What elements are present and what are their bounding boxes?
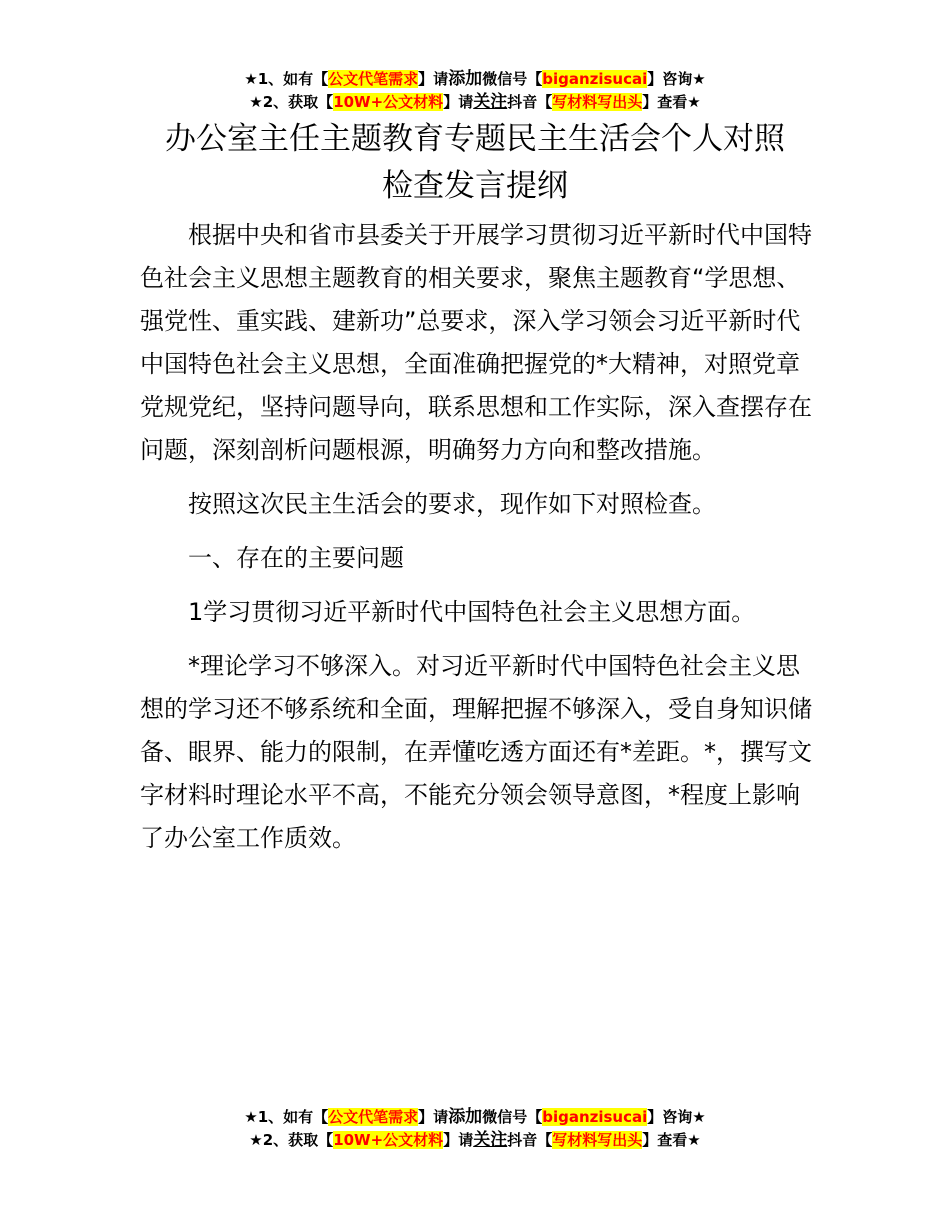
banner-highlight: biganzisucai (542, 70, 648, 88)
banner-line-2 (0, 1129, 950, 1152)
paragraph-intro: 根据中央和省市县委关于开展学习贯彻习近平新时代中国特色社会主义思想主题教育的相关要求，聚焦主题教育“学思想、强党性、重实践、建新功”总要求，深入学习领会习近平新时代中国特色社会主义思想，全面准确把握党的*大精神，对照党章党规党纪，坚持问题导向，联系思想和工作实际，深入查摆存在问题，深刻剖析问题根源，明确努力方向和整改措施。 (140, 221, 812, 464)
paragraph-purpose: 按照这次民主生活会的要求，现作如下对照检查。 (188, 490, 716, 518)
banner-text: 抖音【 (507, 1131, 553, 1149)
banner-highlight: 10W+公文材料 (333, 93, 444, 111)
banner-text: ★1、如有【 (244, 70, 329, 88)
banner-text: ★1、如有【 (244, 1108, 329, 1126)
banner-highlight: 写材料写出头 (552, 93, 643, 111)
banner-text: 】咨询★ (647, 70, 706, 88)
document-title (0, 116, 950, 210)
banner-text: 】请 (443, 1131, 474, 1149)
subsection-heading: 1学习贯彻习近平新时代中国特色社会主义思想方面。 (188, 598, 756, 626)
banner-highlight: 写材料写出头 (552, 1131, 643, 1149)
banner-highlight: 公文代笔需求 (328, 70, 419, 88)
banner-line-2 (0, 91, 950, 114)
banner-highlight: 公文代笔需求 (328, 1108, 419, 1126)
footer-banner (0, 1106, 950, 1152)
banner-text: 微信号【 (482, 70, 543, 88)
banner-line-1 (0, 1106, 950, 1129)
banner-emphasis: 关注 (473, 92, 508, 112)
title-line-1: 办公室主任主题教育专题民主生活会个人对照 (165, 121, 785, 157)
banner-emphasis: 关注 (473, 1130, 508, 1150)
banner-text: ★2、获取【 (249, 93, 334, 111)
banner-text: 抖音【 (507, 93, 553, 111)
banner-emphasis: 添加 (448, 1107, 483, 1127)
banner-text: 微信号【 (482, 1108, 543, 1126)
banner-text: 】请 (418, 1108, 449, 1126)
banner-highlight: 10W+公文材料 (333, 1131, 444, 1149)
document-body (140, 214, 812, 871)
header-banner (0, 68, 950, 114)
banner-text: 】请 (443, 93, 474, 111)
banner-text: 】咨询★ (647, 1108, 706, 1126)
paragraph-problem: *理论学习不够深入。对习近平新时代中国特色社会主义思想的学习还不够系统和全面，理解把握不够深入，受自身知识储备、眼界、能力的限制，在弄懂吃透方面还有*差距。*，撰写文字材料时理论水平不高，不能充分领会领导意图，*程度上影响了办公室工作质效。 (140, 652, 812, 852)
banner-text: 】查看★ (642, 93, 701, 111)
banner-text: ★2、获取【 (249, 1131, 334, 1149)
banner-highlight: biganzisucai (542, 1108, 648, 1126)
banner-line-1 (0, 68, 950, 91)
banner-emphasis: 添加 (448, 69, 483, 89)
banner-text: 】请 (418, 70, 449, 88)
banner-text: 】查看★ (642, 1131, 701, 1149)
title-line-2: 检查发言提纲 (382, 168, 568, 204)
section-heading: 一、存在的主要问题 (188, 544, 404, 572)
